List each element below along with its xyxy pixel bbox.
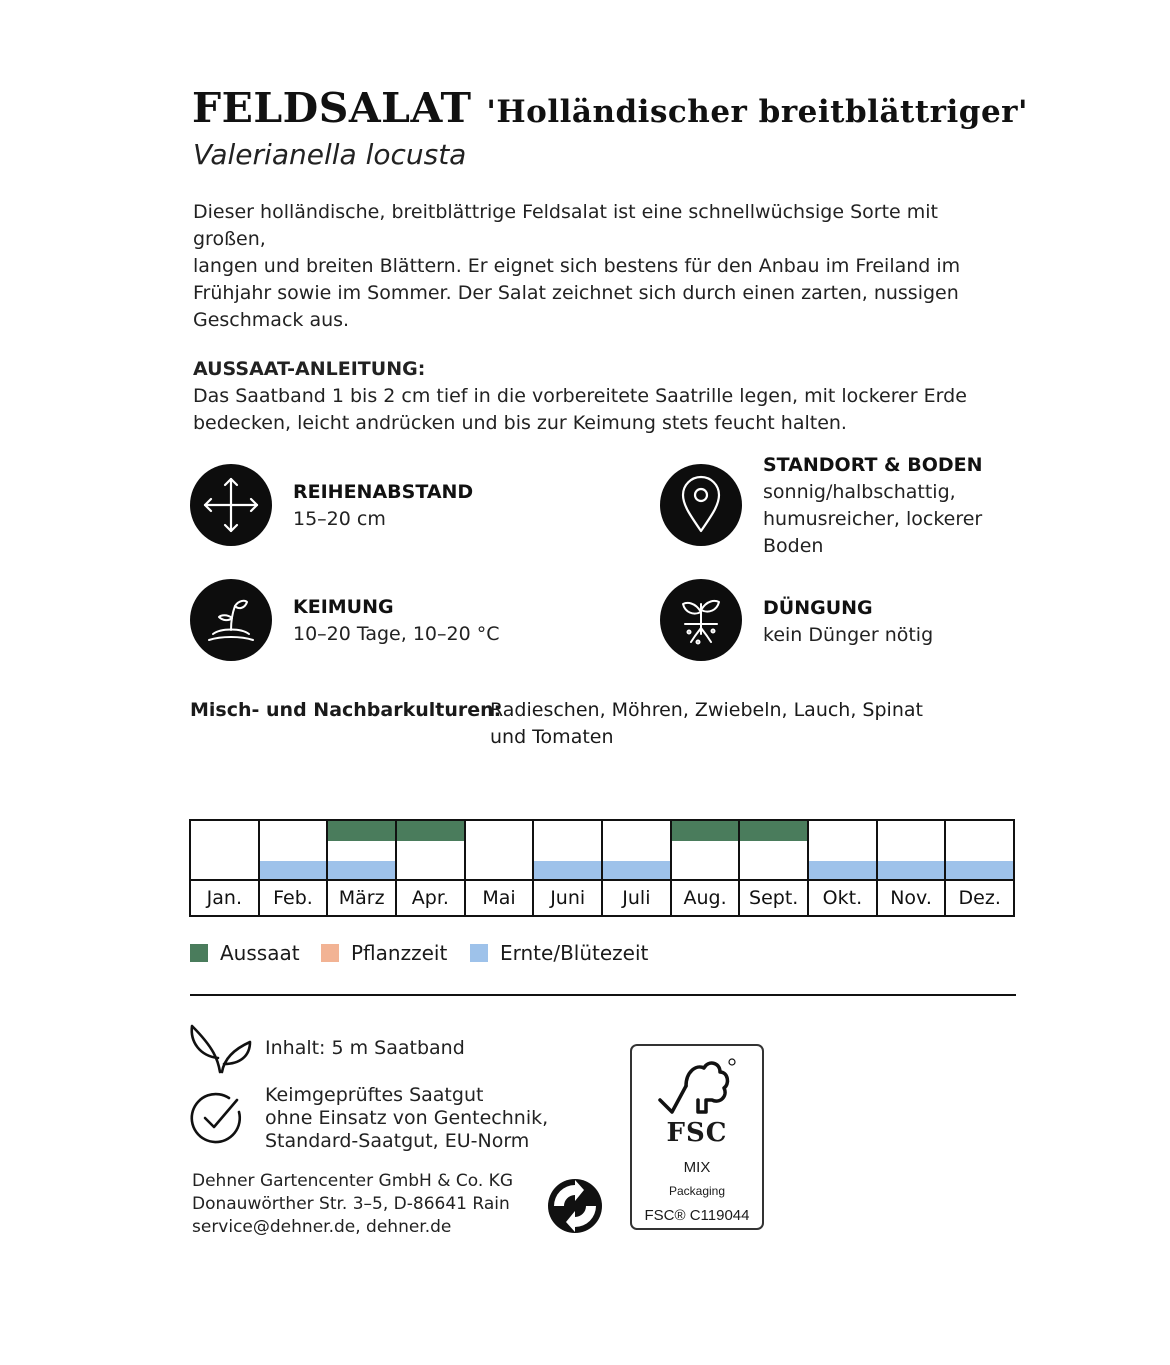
calendar-month	[466, 821, 535, 915]
intro-text	[193, 199, 1013, 334]
feature-value: sonnig/halbschattig,	[763, 481, 956, 503]
product-variety: 'Holländischer breitblättriger'	[486, 94, 1028, 130]
plant-roots-icon	[660, 579, 742, 661]
misch-values	[490, 697, 930, 751]
aussaat-line: Das Saatband 1 bis 2 cm tief in die vorbereitete Saatrille legen, mit lockerer Erde	[193, 385, 967, 407]
calendar-month	[740, 821, 809, 915]
arrows-cross-icon	[190, 464, 272, 546]
calendar-month	[397, 821, 466, 915]
fsc-label	[630, 1044, 764, 1230]
legend-swatch-aussaat	[190, 944, 208, 962]
company-address	[192, 1170, 513, 1239]
ernte-bar	[946, 861, 1013, 881]
fsc-code: FSC® C119044	[644, 1207, 750, 1224]
legend-swatch-pflanzzeit	[321, 944, 339, 962]
seedling-icon	[190, 579, 272, 661]
sowing-calendar	[189, 819, 1015, 917]
intro-line: Dieser holländische, breitblättrige Feldsalat ist eine schnellwüchsige Sorte mit großen,	[193, 201, 938, 250]
leaves-icon	[188, 1022, 254, 1078]
legend-label: Ernte/Blütezeit	[500, 941, 649, 965]
misch-line: und Tomaten	[490, 726, 614, 748]
quality-line: Keimgeprüftes Saatgut	[265, 1084, 484, 1106]
calendar-month	[672, 821, 741, 915]
calendar-month	[328, 821, 397, 915]
month-label: Feb.	[260, 879, 327, 915]
month-label: Jan.	[191, 879, 258, 915]
feature-reihenabstand	[293, 479, 473, 533]
intro-line: Frühjahr sowie im Sommer. Der Salat zeichnet sich durch einen zarten, nussigen	[193, 282, 959, 304]
feature-heading: KEIMUNG	[293, 596, 394, 618]
feature-heading: STANDORT & BODEN	[763, 454, 983, 476]
calendar-month	[946, 821, 1013, 915]
legend-label: Aussaat	[220, 941, 300, 965]
divider	[190, 994, 1016, 996]
feature-heading: REIHENABSTAND	[293, 481, 474, 503]
month-label: Mai	[466, 879, 533, 915]
aussaat-bar	[397, 821, 464, 841]
calendar-month	[809, 821, 878, 915]
aussaat-bar	[740, 821, 807, 841]
green-dot-recycling-icon	[546, 1177, 604, 1239]
calendar-month	[534, 821, 603, 915]
feature-standort	[763, 452, 983, 560]
month-label: Okt.	[809, 879, 876, 915]
inhalt-text: Inhalt: 5 m Saatband	[265, 1037, 465, 1059]
product-title	[192, 84, 1028, 132]
feature-keimung	[293, 594, 500, 648]
aussaat-line: bedecken, leicht andrücken und bis zur Keimung stets feucht halten.	[193, 412, 847, 434]
quality-line: Standard-Saatgut, EU-Norm	[265, 1130, 530, 1152]
fsc-mix: MIX	[683, 1159, 711, 1176]
calendar-month	[260, 821, 329, 915]
street-address: Donauwörther Str. 3–5, D-86641 Rain	[192, 1194, 510, 1214]
feature-value: Boden	[763, 535, 824, 557]
month-label: Sept.	[740, 879, 807, 915]
company-name: Dehner Gartencenter GmbH & Co. KG	[192, 1171, 513, 1191]
legend-ernte	[470, 941, 648, 965]
aussaat-text	[193, 383, 993, 437]
calendar-month	[191, 821, 260, 915]
intro-line: Geschmack aus.	[193, 309, 350, 331]
month-label: Aug.	[672, 879, 739, 915]
month-label: Juni	[534, 879, 601, 915]
check-circle-icon	[189, 1090, 245, 1150]
fsc-logo-text: FSC	[666, 1118, 728, 1148]
quality-line: ohne Einsatz von Gentechnik,	[265, 1107, 549, 1129]
legend-pflanzzeit	[321, 941, 447, 965]
month-label: Juli	[603, 879, 670, 915]
aussaat-heading: AUSSAAT-ANLEITUNG:	[193, 358, 426, 380]
legend-aussaat	[190, 941, 300, 965]
month-label: Apr.	[397, 879, 464, 915]
ernte-bar	[809, 861, 876, 881]
feature-heading: DÜNGUNG	[763, 597, 873, 619]
ernte-bar	[260, 861, 327, 881]
aussaat-bar	[672, 821, 739, 841]
quality-text	[265, 1084, 548, 1153]
location-pin-icon	[660, 464, 742, 546]
ernte-bar	[603, 861, 670, 881]
contact-info: service@dehner.de, dehner.de	[192, 1217, 452, 1237]
latin-name: Valerianella locusta	[193, 138, 467, 171]
calendar-month	[878, 821, 947, 915]
aussaat-bar	[328, 821, 395, 841]
feature-value: kein Dünger nötig	[763, 624, 934, 646]
fsc-tree-icon	[656, 1056, 736, 1126]
calendar-month	[603, 821, 672, 915]
misch-label: Misch- und Nachbarkulturen:	[190, 699, 502, 721]
feature-value: 10–20 Tage, 10–20 °C	[293, 623, 500, 645]
month-label: März	[328, 879, 395, 915]
feature-duengung	[763, 595, 933, 649]
ernte-bar	[328, 861, 395, 881]
month-label: Nov.	[878, 879, 945, 915]
product-name: FELDSALAT	[192, 84, 472, 132]
ernte-bar	[878, 861, 945, 881]
legend-label: Pflanzzeit	[351, 941, 448, 965]
month-label: Dez.	[946, 879, 1013, 915]
legend-swatch-ernte	[470, 944, 488, 962]
misch-line: Radieschen, Möhren, Zwiebeln, Lauch, Spinat	[490, 699, 923, 721]
feature-value: humusreicher, lockerer	[763, 508, 983, 530]
feature-value: 15–20 cm	[293, 508, 386, 530]
ernte-bar	[534, 861, 601, 881]
intro-line: langen und breiten Blättern. Er eignet sich bestens für den Anbau im Freiland im	[193, 255, 961, 277]
fsc-packaging: Packaging	[668, 1184, 726, 1198]
